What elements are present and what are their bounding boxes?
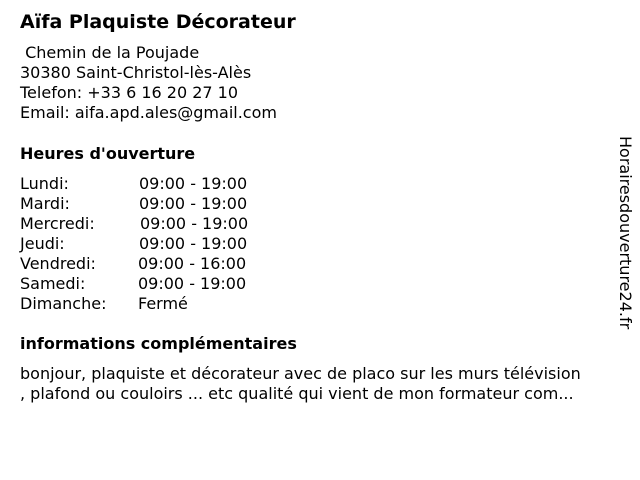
info-line: , plafond ou couloirs ... etc qualité qui vient de mon formateur com...	[20, 384, 574, 403]
site-watermark: Horairesdouverture24.fr	[616, 136, 635, 330]
additional-info-text	[20, 364, 630, 404]
day-label: Dimanche:	[20, 294, 107, 313]
day-label: Samedi:	[20, 274, 86, 293]
time-range: 09:00 - 19:00	[139, 234, 248, 253]
email-address[interactable]: Email: aifa.apd.ales@gmail.com	[20, 103, 277, 122]
hours-row-monday	[20, 174, 320, 194]
opening-hours-heading: Heures d'ouverture	[20, 144, 196, 163]
hours-row-tuesday	[20, 194, 320, 214]
time-range: 09:00 - 19:00	[140, 214, 249, 233]
contact-block	[20, 43, 277, 123]
time-range: 09:00 - 16:00	[138, 254, 247, 273]
time-range: 09:00 - 19:00	[139, 174, 248, 193]
hours-row-friday	[20, 254, 320, 274]
hours-row-wednesday	[20, 214, 320, 234]
business-name: Aïfa Plaquiste Décorateur	[20, 11, 296, 33]
time-range: Fermé	[138, 294, 188, 313]
hours-row-sunday	[20, 294, 320, 314]
day-label: Mardi:	[20, 194, 70, 213]
opening-hours-table	[20, 174, 320, 314]
hours-row-saturday	[20, 274, 320, 294]
time-range: 09:00 - 19:00	[138, 274, 247, 293]
additional-info-heading: informations complémentaires	[20, 334, 297, 353]
phone-number[interactable]: Telefon: +33 6 16 20 27 10	[20, 83, 239, 102]
day-label: Mercredi:	[20, 214, 95, 233]
time-range: 09:00 - 19:00	[139, 194, 248, 213]
hours-row-thursday	[20, 234, 320, 254]
info-line: bonjour, plaquiste et décorateur avec de placo sur les murs télévision	[20, 364, 581, 383]
day-label: Jeudi:	[20, 234, 65, 253]
address-street: Chemin de la Poujade	[20, 43, 200, 62]
day-label: Lundi:	[20, 174, 69, 193]
address-city: 30380 Saint-Christol-lès-Alès	[20, 63, 252, 82]
day-label: Vendredi:	[20, 254, 96, 273]
